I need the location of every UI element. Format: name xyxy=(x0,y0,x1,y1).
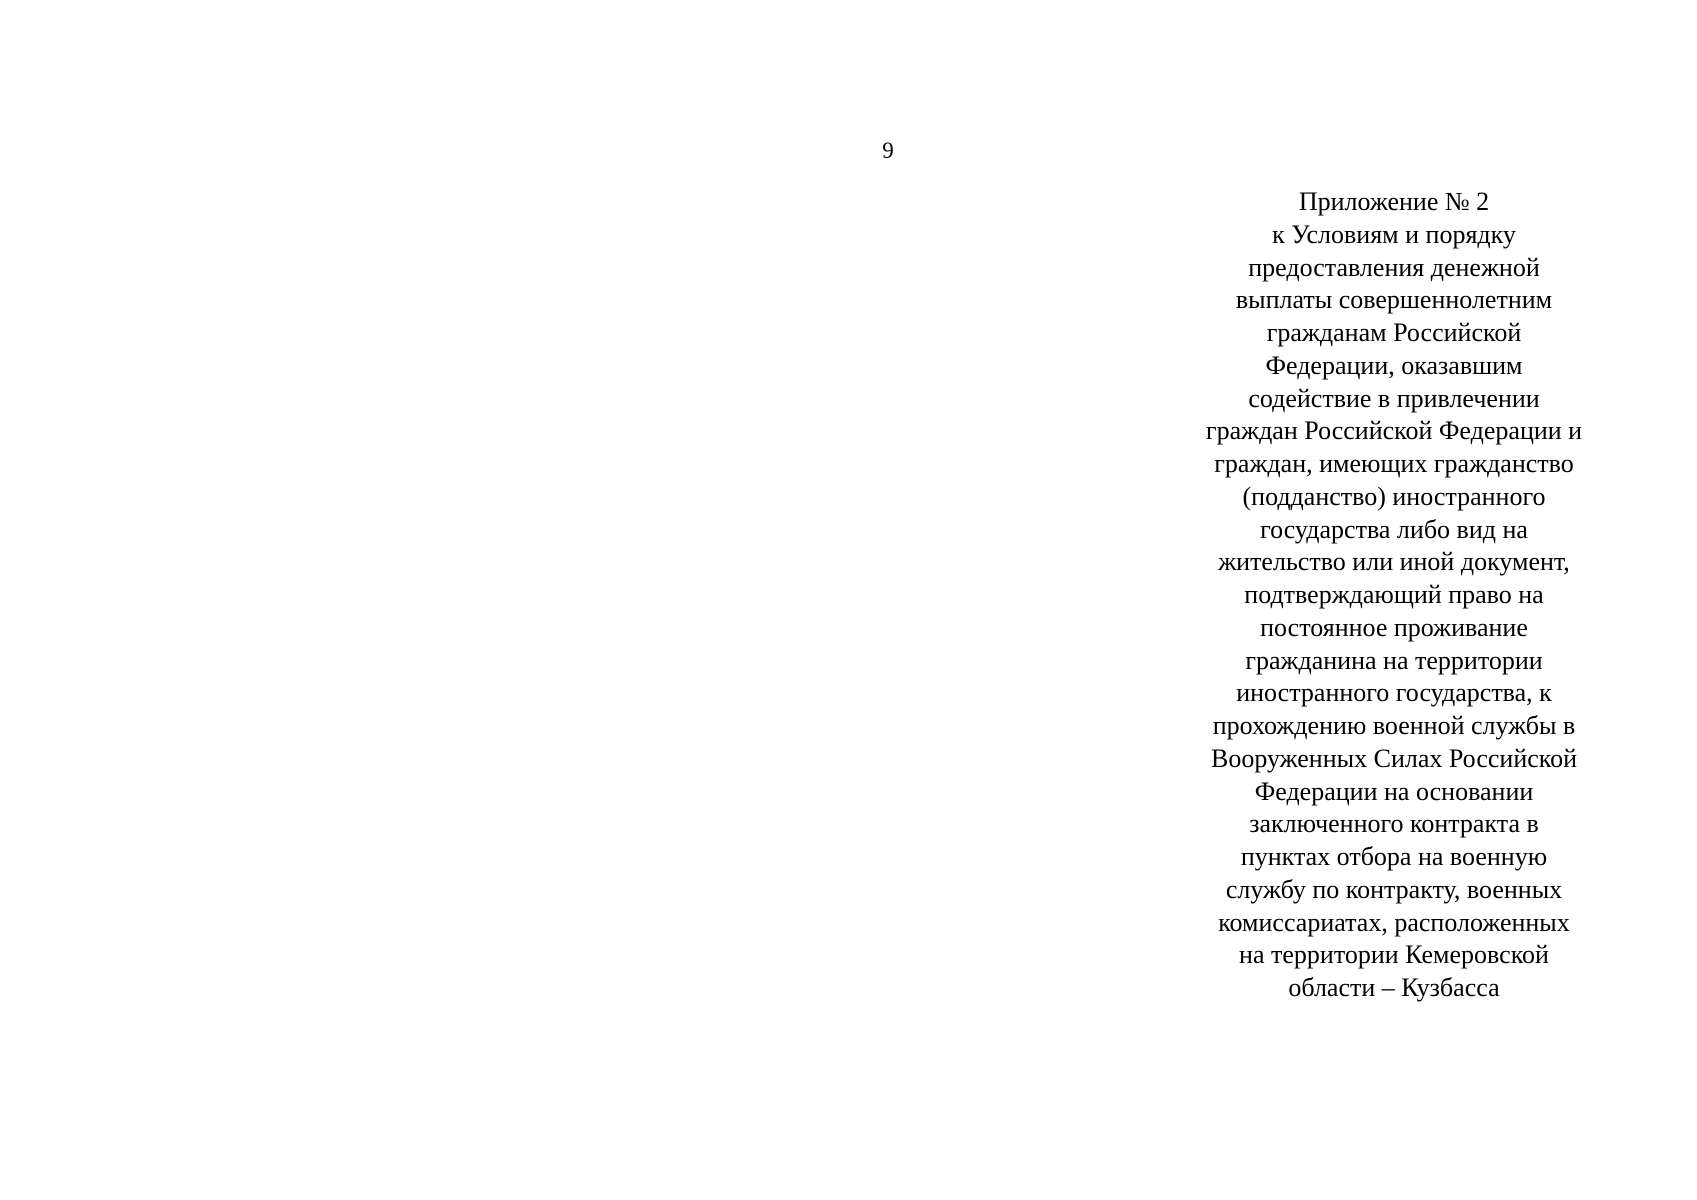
appendix-line: заключенного контракта в xyxy=(1249,809,1539,839)
appendix-line: выплаты совершеннолетним xyxy=(1235,285,1553,315)
appendix-line: гражданина на территории xyxy=(1245,645,1543,675)
appendix-title: Приложение № 2 xyxy=(1298,187,1490,216)
appendix-line: граждан Российской Федерации и xyxy=(1205,416,1583,446)
appendix-line: области – Кузбасса xyxy=(1288,973,1500,1002)
appendix-line: службу по контракту, военных xyxy=(1225,874,1563,904)
appendix-line: иностранного государства, к xyxy=(1236,678,1552,708)
appendix-heading xyxy=(1170,186,1618,1005)
appendix-line: государства либо вид на xyxy=(1260,514,1528,544)
appendix-line: Федерации, оказавшим xyxy=(1265,350,1523,380)
page-number: 9 xyxy=(882,138,894,163)
appendix-line: содействие в привлечении xyxy=(1248,383,1540,413)
appendix-line: пунктах отбора на военную xyxy=(1240,842,1548,871)
appendix-line: подтверждающий право на xyxy=(1244,580,1544,609)
appendix-line: постоянное проживание xyxy=(1260,612,1528,642)
appendix-line: граждан, имеющих гражданство xyxy=(1214,449,1574,478)
appendix-line: предоставления денежной xyxy=(1248,252,1540,282)
appendix-line: жительство или иной документ, xyxy=(1218,547,1570,577)
appendix-line: прохождению военной службы в xyxy=(1212,711,1576,740)
appendix-line: гражданам Российской xyxy=(1266,318,1522,347)
appendix-line: Федерации на основании xyxy=(1254,776,1534,806)
appendix-line: (подданство) иностранного xyxy=(1242,481,1546,511)
appendix-line: Вооруженных Силах Российской xyxy=(1210,743,1578,773)
appendix-line: на территории Кемеровской xyxy=(1239,940,1549,970)
appendix-line: комиссариатах, расположенных xyxy=(1218,907,1570,937)
appendix-line: к Условиям и порядку xyxy=(1272,219,1516,249)
